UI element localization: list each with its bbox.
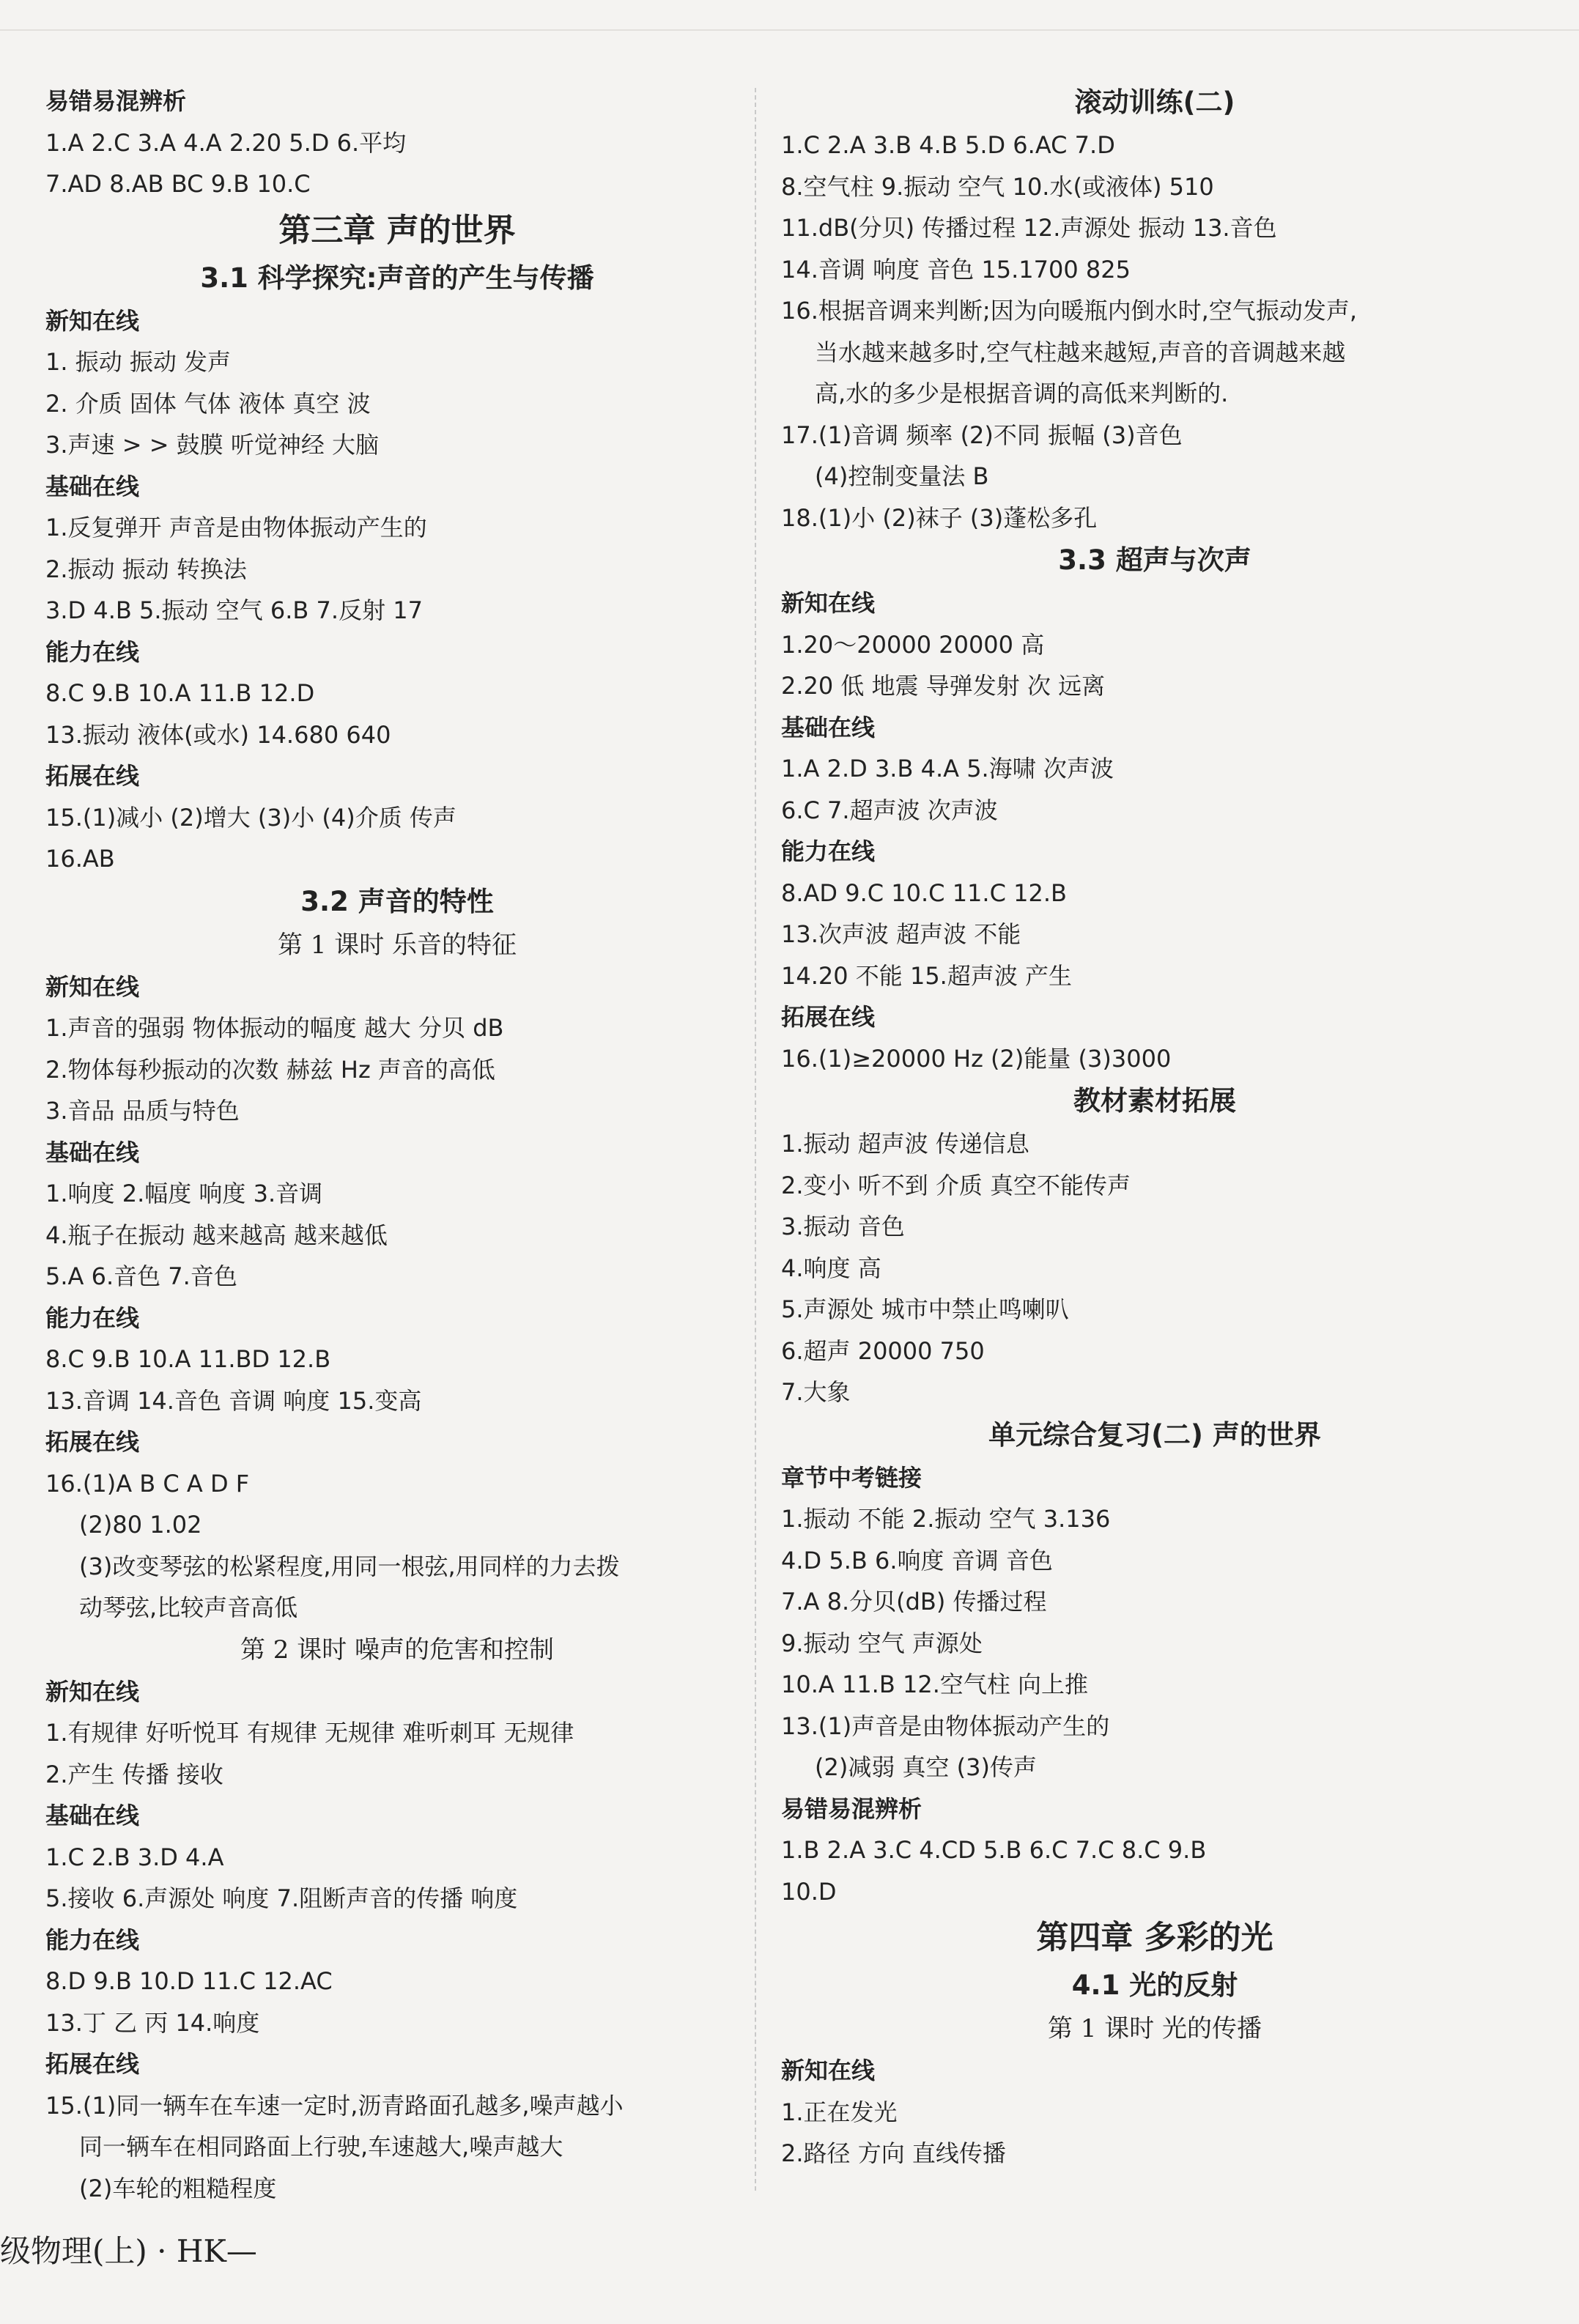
answer-line: 15.(1)同一辆车在车速一定时,沥青路面孔越多,噪声越小 bbox=[45, 2091, 624, 2120]
subsection-heading: 新知在线 bbox=[45, 1677, 140, 1706]
answer-continuation: (2)车轮的粗糙程度 bbox=[79, 2174, 277, 2202]
answer-line: 13.(1)声音是由物体振动产生的 bbox=[781, 1711, 1110, 1740]
answer-continuation: (2)80 1.02 bbox=[79, 1511, 202, 1539]
answer-line: 3.音品 品质与特色 bbox=[45, 1097, 240, 1125]
answer-line: 1.振动 不能 2.振动 空气 3.136 bbox=[781, 1505, 1111, 1533]
subsection-heading: 新知在线 bbox=[781, 2057, 876, 2084]
answer-line: 10.D bbox=[781, 1877, 837, 1906]
lesson-title: 第 2 课时 噪声的危害和控制 bbox=[240, 1635, 555, 1665]
answer-line: 18.(1)小 (2)袜子 (3)蓬松多孔 bbox=[781, 503, 1098, 532]
section-title: 单元综合复习(二) 声的世界 bbox=[988, 1418, 1321, 1451]
answer-line: 5.声源处 城市中禁止鸣喇叭 bbox=[781, 1295, 1069, 1323]
answer-continuation: 当水越来越多时,空气柱越来越短,声音的音调越来越 bbox=[815, 338, 1346, 366]
section-title: 3.1 科学探究:声音的产生与传播 bbox=[200, 262, 594, 294]
answer-continuation: 高,水的多少是根据音调的高低来判断的. bbox=[815, 380, 1229, 407]
answer-line: 1.有规律 好听悦耳 有规律 无规律 难听刺耳 无规律 bbox=[45, 1719, 574, 1747]
answer-line: 8.AD 9.C 10.C 11.C 12.B bbox=[781, 878, 1067, 907]
page-footer: 级物理(上) · HK— bbox=[0, 2233, 257, 2269]
subsection-heading: 易错易混辨析 bbox=[45, 87, 187, 115]
subsection-heading: 基础在线 bbox=[781, 713, 876, 741]
answer-line: 1.C 2.B 3.D 4.A bbox=[45, 1843, 224, 1871]
subsection-heading: 易错易混辨析 bbox=[781, 1794, 922, 1823]
answer-line: 10.A 11.B 12.空气柱 向上推 bbox=[781, 1670, 1089, 1698]
answer-line: 14.音调 响度 音色 15.1700 825 bbox=[781, 255, 1131, 284]
subsection-heading: 能力在线 bbox=[781, 837, 876, 865]
subsection-heading: 基础在线 bbox=[45, 1138, 140, 1166]
answer-line: 4.响度 高 bbox=[781, 1254, 881, 1282]
answer-continuation: 同一辆车在相同路面上行驶,车速越大,噪声越大 bbox=[79, 2133, 563, 2161]
answer-line: 8.D 9.B 10.D 11.C 12.AC bbox=[45, 1967, 333, 1995]
answer-line: 2.20 低 地震 导弹发射 次 远离 bbox=[781, 672, 1106, 700]
answer-line: 16.(1)≥20000 Hz (2)能量 (3)3000 bbox=[781, 1044, 1172, 1073]
answer-line: 9.振动 空气 声源处 bbox=[781, 1629, 983, 1657]
answer-line: 1.正在发光 bbox=[781, 2098, 898, 2126]
column-divider bbox=[755, 88, 756, 2191]
answer-line: 8.C 9.B 10.A 11.B 12.D bbox=[45, 679, 315, 707]
answer-line: 16.根据音调来判断;因为向暖瓶内倒水时,空气振动发声, bbox=[781, 297, 1358, 325]
chapter-title: 第四章 多彩的光 bbox=[1036, 1919, 1273, 1956]
answer-line: 13.次声波 超声波 不能 bbox=[781, 920, 1021, 948]
subsection-heading: 能力在线 bbox=[45, 637, 140, 666]
answer-line: 1.A 2.D 3.B 4.A 5.海啸 次声波 bbox=[781, 755, 1114, 782]
answer-line: 13.振动 液体(或水) 14.680 640 bbox=[45, 720, 391, 749]
answer-line: 14.20 不能 15.超声波 产生 bbox=[781, 961, 1073, 990]
answer-line: 16.AB bbox=[45, 845, 115, 873]
answer-line: 1.B 2.A 3.C 4.CD 5.B 6.C 7.C 8.C 9.B bbox=[781, 1836, 1207, 1864]
answer-line: 2.路径 方向 直线传播 bbox=[781, 2139, 1006, 2167]
answer-line: 7.AD 8.AB BC 9.B 10.C bbox=[45, 170, 311, 198]
subsection-heading: 基础在线 bbox=[45, 472, 140, 500]
subsection-heading: 新知在线 bbox=[45, 306, 140, 335]
subsection-heading: 拓展在线 bbox=[45, 1428, 140, 1456]
answer-line: 7.大象 bbox=[781, 1378, 851, 1406]
subsection-heading: 拓展在线 bbox=[45, 762, 140, 790]
answer-continuation: 动琴弦,比较声音高低 bbox=[79, 1594, 298, 1621]
answer-line: 5.A 6.音色 7.音色 bbox=[45, 1262, 237, 1290]
answer-line: 11.dB(分贝) 传播过程 12.声源处 振动 13.音色 bbox=[781, 214, 1277, 242]
answer-line: 2.变小 听不到 介质 真空不能传声 bbox=[781, 1171, 1131, 1199]
section-title: 滚动训练(二) bbox=[1074, 86, 1235, 118]
answer-line: 4.D 5.B 6.响度 音调 音色 bbox=[781, 1546, 1053, 1574]
answer-line: 3.D 4.B 5.振动 空气 6.B 7.反射 17 bbox=[45, 596, 423, 624]
answer-line: 7.A 8.分贝(dB) 传播过程 bbox=[781, 1588, 1047, 1616]
answer-line: 8.C 9.B 10.A 11.BD 12.B bbox=[45, 1345, 331, 1373]
answer-line: 1.反复弹开 声音是由物体振动产生的 bbox=[45, 514, 427, 541]
subsection-heading: 新知在线 bbox=[781, 589, 876, 617]
section-title: 4.1 光的反射 bbox=[1071, 1969, 1238, 2001]
left-column bbox=[45, 81, 749, 2209]
answer-line: 5.接收 6.声源处 响度 7.阻断声音的传播 响度 bbox=[45, 1884, 518, 1912]
answer-line: 17.(1)音调 频率 (2)不同 振幅 (3)音色 bbox=[781, 421, 1183, 449]
answer-line: 6.C 7.超声波 次声波 bbox=[781, 796, 998, 824]
right-column bbox=[781, 81, 1528, 2175]
answer-line: 3.声速 > > 鼓膜 听觉神经 大脑 bbox=[45, 431, 380, 459]
answer-line: 1.振动 超声波 传递信息 bbox=[781, 1130, 1029, 1158]
answer-line: 15.(1)减小 (2)增大 (3)小 (4)介质 传声 bbox=[45, 803, 456, 832]
answer-line: 1. 振动 振动 发声 bbox=[45, 348, 232, 376]
answer-line: 16.(1)A B C A D F bbox=[45, 1469, 250, 1498]
answer-line: 1.C 2.A 3.B 4.B 5.D 6.AC 7.D bbox=[781, 131, 1115, 159]
answer-line: 4.瓶子在振动 越来越高 越来越低 bbox=[45, 1221, 388, 1249]
answer-line: 1.20～20000 20000 高 bbox=[781, 630, 1045, 659]
answer-line: 13.丁 乙 丙 14.响度 bbox=[45, 2008, 260, 2037]
section-title: 3.3 超声与次声 bbox=[1058, 544, 1251, 576]
subsection-heading: 拓展在线 bbox=[781, 1003, 876, 1031]
top-edge-line bbox=[0, 29, 1579, 31]
answer-line: 6.超声 20000 750 bbox=[781, 1336, 985, 1365]
subsection-heading: 能力在线 bbox=[45, 1925, 140, 1954]
answer-continuation: (3)改变琴弦的松紧程度,用同一根弦,用同样的力去拨 bbox=[79, 1552, 620, 1580]
lesson-title: 第 1 课时 乐音的特征 bbox=[277, 930, 517, 960]
answer-line: 13.音调 14.音色 音调 响度 15.变高 bbox=[45, 1386, 422, 1415]
answer-line: 8.空气柱 9.振动 空气 10.水(或液体) 510 bbox=[781, 172, 1214, 201]
answer-continuation: (4)控制变量法 B bbox=[815, 462, 989, 490]
answer-line: 1.声音的强弱 物体振动的幅度 越大 分贝 dB bbox=[45, 1014, 504, 1042]
answer-line: 2.振动 振动 转换法 bbox=[45, 555, 247, 583]
answer-line: 2. 介质 固体 气体 液体 真空 波 bbox=[45, 389, 371, 418]
subsection-heading: 章节中考链接 bbox=[781, 1463, 922, 1492]
answer-continuation: (2)减弱 真空 (3)传声 bbox=[815, 1753, 1038, 1781]
answer-line: 1.响度 2.幅度 响度 3.音调 bbox=[45, 1180, 323, 1207]
subsection-heading: 新知在线 bbox=[45, 972, 140, 1001]
answer-line: 3.振动 音色 bbox=[781, 1213, 905, 1240]
subsection-heading: 拓展在线 bbox=[45, 2050, 140, 2078]
answer-line: 1.A 2.C 3.A 4.A 2.20 5.D 6.平均 bbox=[45, 128, 407, 157]
section-title: 3.2 声音的特性 bbox=[300, 885, 494, 917]
lesson-title: 第 1 课时 光的传播 bbox=[1047, 2014, 1262, 2043]
section-title: 教材素材拓展 bbox=[1073, 1085, 1236, 1117]
subsection-heading: 基础在线 bbox=[45, 1802, 140, 1829]
subsection-heading: 能力在线 bbox=[45, 1303, 140, 1332]
chapter-title: 第三章 声的世界 bbox=[278, 211, 516, 249]
answer-line: 2.物体每秒振动的次数 赫兹 Hz 声音的高低 bbox=[45, 1055, 495, 1084]
answer-line: 2.产生 传播 接收 bbox=[45, 1760, 223, 1788]
